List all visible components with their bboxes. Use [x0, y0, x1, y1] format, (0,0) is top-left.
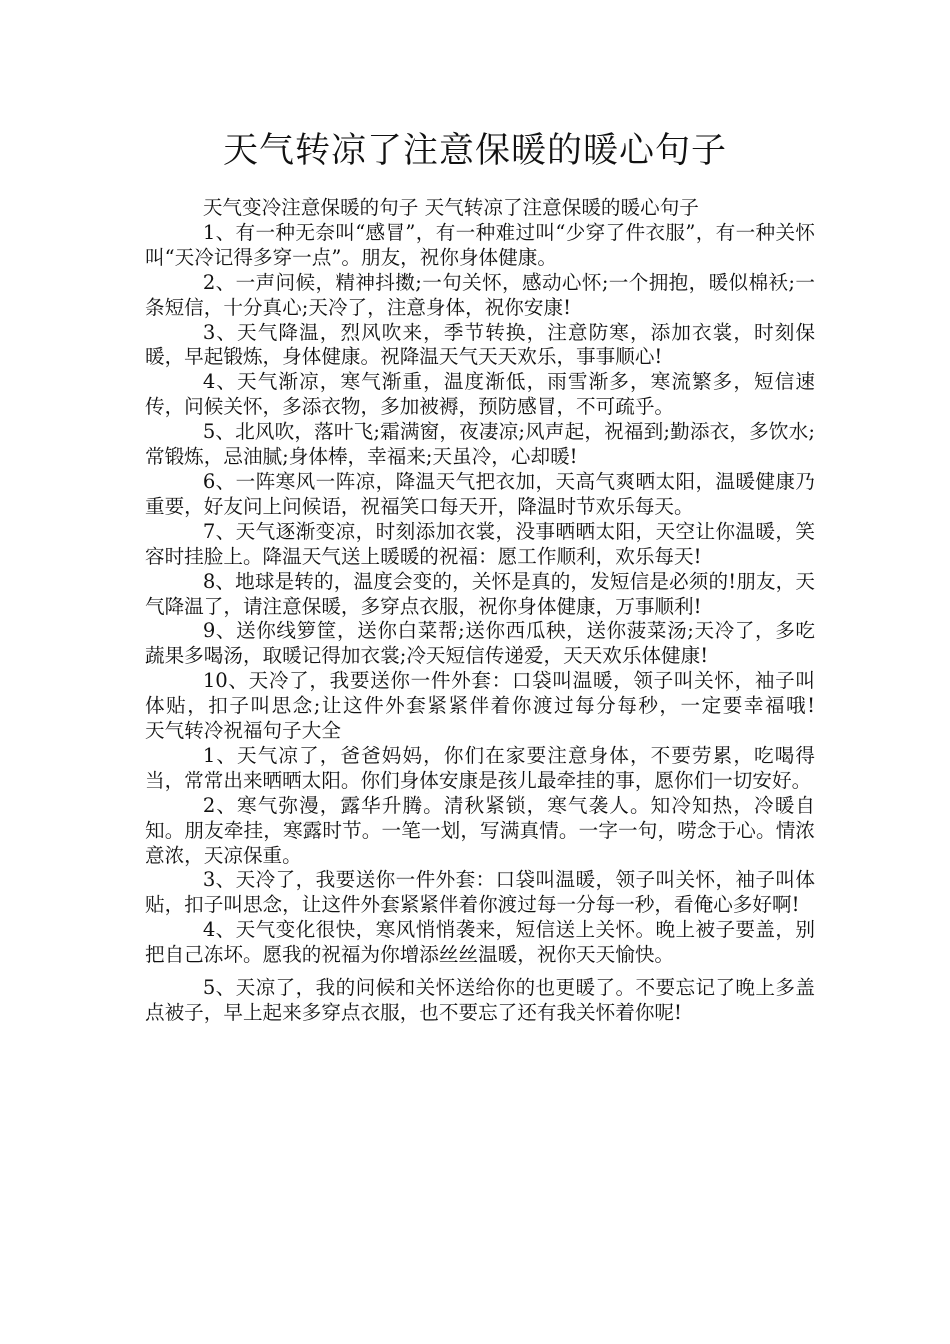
- paragraph-9: 9、送你线箩筐，送你白菜帮;送你西瓜秧，送你菠菜汤;天冷了，多吃蔬果多喝汤，取暖记得加衣裳;冷天短信传递爱，天天欢乐体健康!: [145, 619, 815, 668]
- document-title: 天气转凉了注意保暖的暖心句子: [222, 131, 727, 171]
- paragraph-6: 6、一阵寒风一阵凉，降温天气把衣加，天高气爽晒太阳，温暖健康乃重要，好友问上问候语，祝福笑口每天开，降温时节欢乐每天。: [145, 469, 815, 518]
- section2-paragraph-2: 2、寒气弥漫，露华升腾。清秋紧锁，寒气袭人。知冷知热，冷暖自知。朋友牵挂，寒露时节。一笔一划，写满真情。一字一句，唠念于心。情浓意浓，天凉保重。: [145, 793, 815, 867]
- intro-paragraph: 天气变冷注意保暖的句子 天气转凉了注意保暖的暖心句子: [202, 196, 699, 219]
- paragraph-10: 10、天冷了，我要送你一件外套：口袋叫温暖，领子叫关怀，袖子叫体贴，扣子叫思念;让这件外套紧紧伴着你渡过每分每秒，一定要幸福哦! 天气转冷祝福句子大全: [145, 669, 855, 743]
- paragraph-5: 5、北风吹，落叶飞;霜满窗，夜凄凉;风声起，祝福到;勤添衣，多饮水;常锻炼，忌油腻;身体棒，幸福来;天虽冷，心却暖!: [145, 420, 815, 469]
- paragraph-8: 8、地球是转的，温度会变的，关怀是真的，发短信是必须的!朋友，天气降温了，请注意保暖，多穿点衣服，祝你身体健康，万事顺利!: [145, 569, 815, 618]
- paragraph-4: 4、天气渐凉，寒气渐重，温度渐低，雨雪渐多，寒流繁多，短信速传，问候关怀，多添衣物，多加被褥，预防感冒，不可疏乎。: [145, 370, 815, 419]
- paragraph-1: 1、有一种无奈叫“感冒”，有一种难过叫“少穿了件衣服”，有一种关怀叫“天冷记得多穿一点”。朋友，祝你身体健康。: [145, 220, 815, 269]
- paragraph-7: 7、天气逐渐变凉，时刻添加衣裳，没事晒晒太阳，天空让你温暖，笑容时挂脸上。降温天气送上暖暖的祝福：愿工作顺利，欢乐每天!: [145, 519, 815, 568]
- section2-paragraph-1: 1、天气凉了，爸爸妈妈，你们在家要注意身体，不要劳累，吃喝得当，常常出来晒晒太阳。你们身体安康是孩儿最牵挂的事，愿你们一切安好。: [145, 743, 815, 792]
- document-body: [145, 196, 855, 1026]
- section2-paragraph-4: 4、天气变化很快，寒风悄悄袭来，短信送上关怀。晚上被子要盖，别把自己冻坏。愿我的祝福为你增添丝丝温暖，祝你天天愉快。: [145, 918, 815, 967]
- paragraph-2: 2、一声问候，精神抖擞;一句关怀，感动心怀;一个拥抱，暖似棉袄;一条短信，十分真心;天冷了，注意身体，祝你安康!: [145, 270, 815, 319]
- section2-paragraph-3: 3、天冷了，我要送你一件外套：口袋叫温暖，领子叫关怀，袖子叫体贴，扣子叫思念，让这件外套紧紧伴着你渡过每一分每一秒，看俺心多好啊!: [145, 868, 815, 917]
- section2-paragraph-5: 5、天凉了，我的问候和关怀送给你的也更暖了。不要忘记了晚上多盖点被子，早上起来多穿点衣服，也不要忘了还有我关怀着你呢!: [145, 976, 815, 1024]
- paragraph-3: 3、天气降温，烈风吹来，季节转换，注意防寒，添加衣裳，时刻保暖，早起锻炼，身体健康。祝降温天气天天欢乐，事事顺心!: [145, 320, 815, 369]
